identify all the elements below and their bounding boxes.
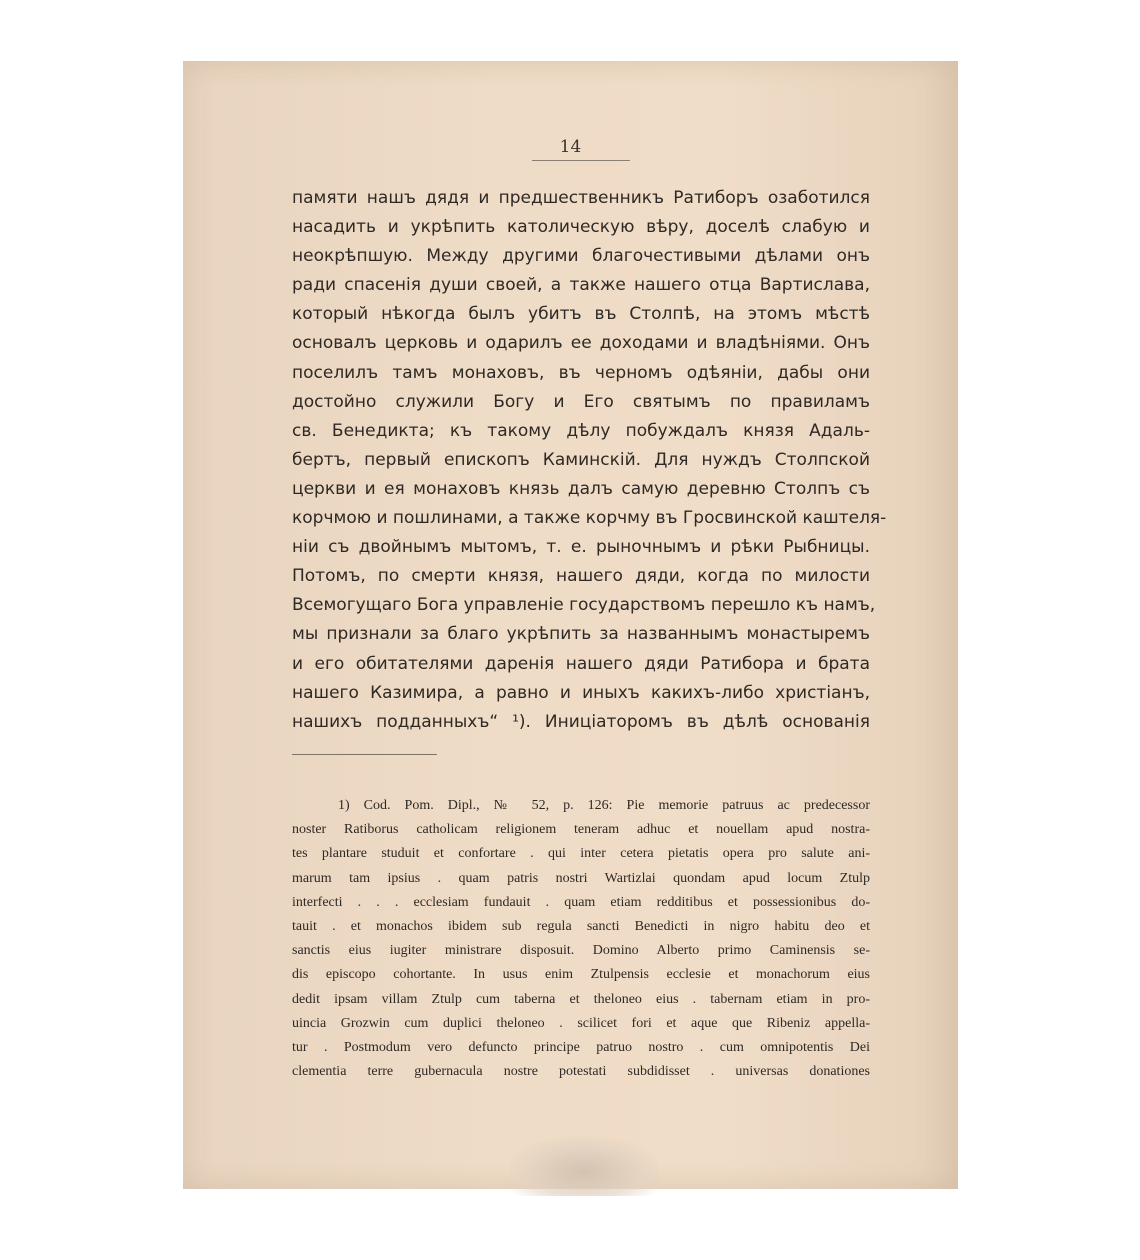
footnote-line: tes plantare studuit et confortare . qui inter cetera pietatis opera pro salute ani- — [292, 846, 870, 862]
text-line: св. Бенедикта; къ такому дѣлу побуждалъ князя Адаль- — [292, 420, 870, 441]
scan-thumb-shadow — [509, 1136, 659, 1196]
footnote-line: uincia Grozwin cum duplici theloneo . scilicet fori et aque que Ribeniz appella- — [292, 1015, 870, 1031]
text-line: основалъ церковь и одарилъ ее доходами и владѣніями. Онъ — [292, 333, 870, 354]
footnote-line: interfecti . . . ecclesiam fundauit . quam etiam redditibus et possessionibus do- — [292, 894, 870, 910]
text-line: церкви и ея монаховъ князь далъ самую деревню Столпъ съ — [292, 478, 870, 499]
footnote-line: tur . Postmodum vero defuncto principe patruo nostro . cum omnipotentis Dei — [292, 1039, 870, 1055]
footnote-line: marum tam ipsius . quam patris nostri Wartizlai quondam apud locum Ztulp — [292, 870, 870, 886]
text-line: поселилъ тамъ монаховъ, въ черномъ одѣяніи, дабы они — [292, 362, 870, 383]
text-line: бертъ, первый епископъ Каминскій. Для нуждъ Столпской — [292, 449, 870, 470]
footnote — [292, 794, 870, 1084]
text-line: и его обитателями даренія нашего дяди Ратибора и брата — [292, 653, 870, 674]
footnote-line: noster Ratiborus catholicam religionem teneram adhuc et nouellam apud nostra- — [292, 822, 870, 838]
text-line: неокрѣпшую. Между другими благочестивыми дѣлами онъ — [292, 246, 870, 267]
text-line: Потомъ, по смерти князя, нашего дяди, когда по милости — [292, 566, 870, 587]
text-line: который нѣкогда былъ убитъ въ Столпѣ, на этомъ мѣстѣ — [292, 304, 870, 325]
text-line: насадить и укрѣпить католическую вѣру, доселѣ слабую и — [292, 217, 870, 238]
text-line: нашихъ подданныхъ“ ¹). Иниціаторомъ въ дѣлѣ основанія — [292, 711, 870, 732]
footnote-line: sanctis eius iugiter ministrare disposuit. Domino Alberto primo Caminensis se- — [292, 943, 870, 959]
text-line: корчмою и пошлинами, а также корчму въ Гросвинской каштеля- — [292, 508, 887, 529]
text-line: мы признали за благо укрѣпить за названнымъ монастыремъ — [292, 624, 870, 645]
main-text — [292, 184, 887, 737]
footnote-line: clementia terre gubernacula nostre potestati subdidisset . universas donationes — [292, 1064, 870, 1080]
text-line: ради спасенія души своей, а также нашего отца Вартислава, — [292, 275, 870, 296]
text-line: достойно служили Богу и Его святымъ по правиламъ — [292, 391, 870, 412]
text-line: нашего Казимира, а равно и иныхъ какихъ-либо христіанъ, — [292, 682, 870, 703]
text-line: Всемогущаго Бога управленіе государствомъ перешло къ намъ, — [292, 595, 876, 616]
footnote-line: tauit . et monachos ibidem sub regula sancti Benedicti in nigro habitu deo et — [292, 918, 870, 934]
footnote-line: 1) Cod. Pom. Dipl., № 52, p. 126: Pie memorie patruus ac predecessor — [338, 798, 870, 813]
text-line: памяти нашъ дядя и предшественникъ Ратиборъ озаботился — [292, 188, 870, 208]
book-page — [183, 61, 958, 1189]
text-line: ніи съ двойнымъ мытомъ, т. е. рыночнымъ и рѣки Рыбницы. — [292, 537, 870, 558]
footnote-separator — [292, 754, 437, 755]
page-number-rule — [532, 160, 630, 161]
footnote-line: dis episcopo cohortante. In usus enim Ztulpensis ecclesie et monachorum eius — [292, 967, 870, 983]
page-number: 14 — [559, 137, 582, 157]
footnote-line: dedit ipsam villam Ztulp cum taberna et theloneo eius . tabernam etiam in pro- — [292, 991, 870, 1007]
